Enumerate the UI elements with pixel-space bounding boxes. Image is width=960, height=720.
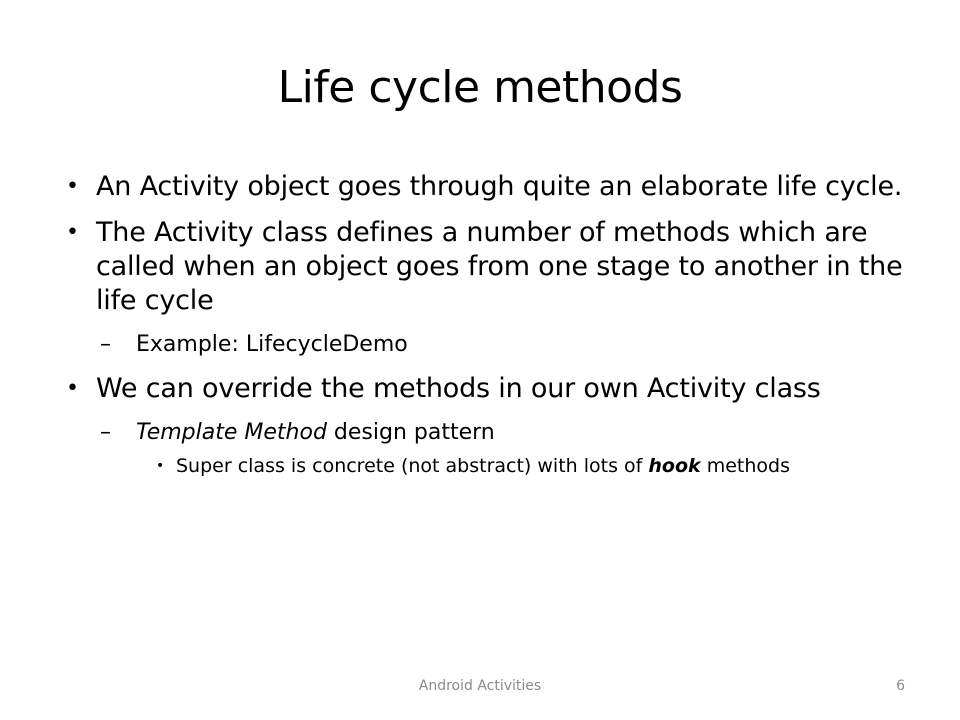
bullet-text: An Activity object goes through quite an elaborate life cycle.: [96, 171, 903, 202]
bullet-icon: •: [66, 220, 79, 245]
bullet-item-1: [66, 170, 906, 204]
dash-icon: –: [100, 332, 111, 357]
bullet-icon: •: [66, 376, 79, 401]
bullet-item-2: [66, 216, 906, 318]
slide-title: Life cycle methods: [277, 62, 683, 113]
footer-label: Android Activities: [418, 678, 542, 694]
sub-sub-bullet-emphasis: hook: [648, 455, 701, 477]
bullet-item-3: [66, 372, 906, 406]
sub-sub-bullet-text-after: methods: [700, 455, 790, 477]
sub-bullet-item-3-1: [66, 418, 906, 448]
sub-sub-bullet-text-before: Super class is concrete (not abstract) with lots of: [176, 455, 649, 477]
bullet-text: We can override the methods in our own Activity class: [96, 373, 821, 404]
sub-bullet-italic-text: Template Method: [136, 420, 327, 445]
dash-icon: –: [100, 420, 111, 445]
bullet-text: The Activity class defines a number of methods which are called when an object goes from one stage to another in the life cycle: [96, 217, 903, 316]
sub-bullet-text: Example: LifecycleDemo: [136, 332, 408, 357]
sub-bullet-item-2-1: [66, 330, 906, 360]
page-number: 6: [896, 678, 905, 694]
sub-sub-bullet-item-3-1-1: [66, 454, 906, 479]
bullet-icon: •: [66, 174, 79, 199]
sub-bullet-text: design pattern: [326, 420, 495, 445]
slide-body: [66, 170, 906, 479]
bullet-icon: •: [156, 458, 165, 474]
